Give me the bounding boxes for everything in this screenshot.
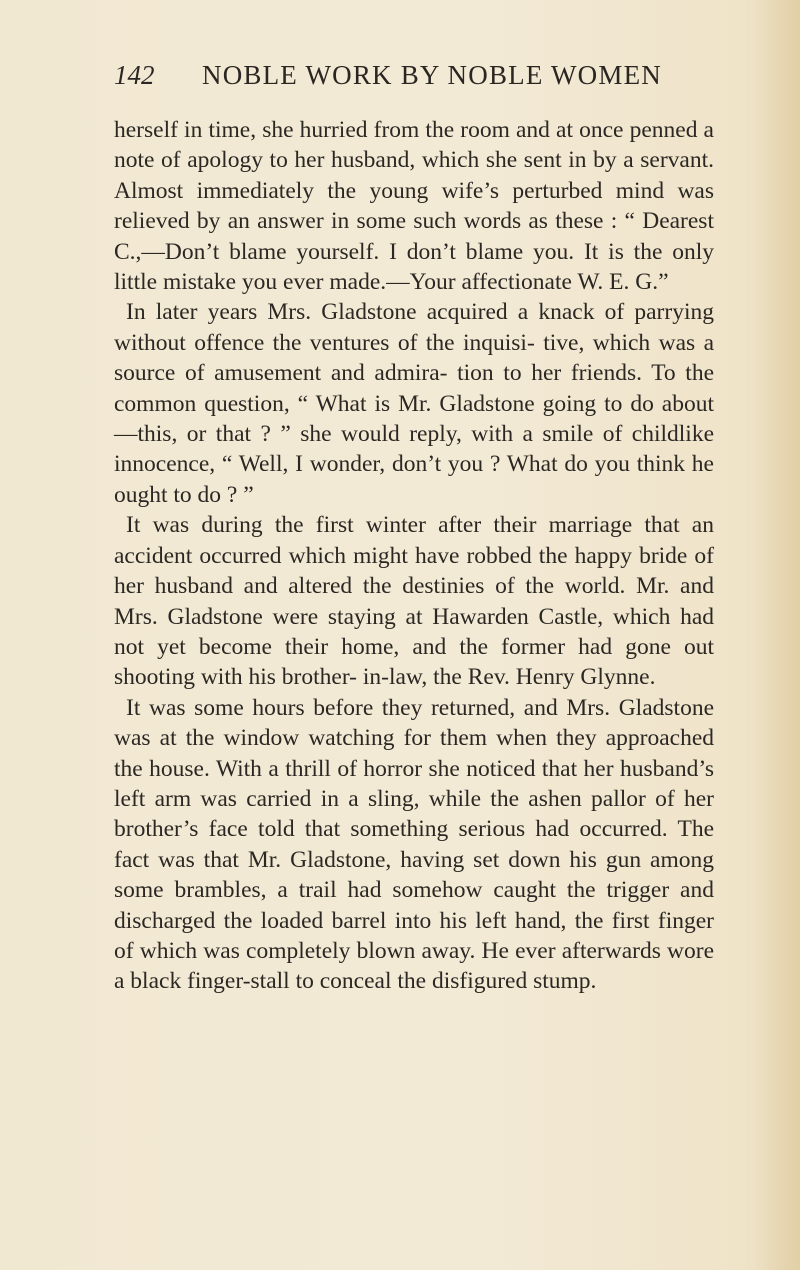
body-text <box>114 115 714 997</box>
paragraph-3: It was during the first winter after their marriage that an accident occurred which might have robbed the happy bride of her husband and altered the destinies of the world. Mr. and Mrs. Gladstone were staying at Hawarden Castle, which had not yet become their home, and the former had gone out shooting with his brother- in-law, the Rev. Henry Glynne. <box>114 512 714 691</box>
page-header <box>114 60 714 96</box>
page-edge-discoloration <box>754 0 800 1270</box>
paragraph-1: herself in time, she hurried from the room and at once penned a note of apology to her husband, which she sent in by a servant. Almost immediately the young wife’s perturbed mind was relieved by an answer in some such words as these : “ Dearest C.,—Don’t blame yourself. I don’t blame you. It is the only little mistake you ever made.—Your affectionate W. E. G.” <box>114 117 714 296</box>
paragraph-2: In later years Mrs. Gladstone acquired a knack of parrying without offence the ventures of the inquisi- tive, which was a source of amusement and admira- tion to her friends. To the common question, “ What is Mr. Gladstone going to do about—this, or that ? ” she would reply, with a smile of childlike innocence, “ Well, I wonder, don’t you ? What do you think he ought to do ? ” <box>114 299 714 508</box>
paragraph-4: It was some hours before they returned, and Mrs. Gladstone was at the window watching for them when they approached the house. With a thrill of horror she noticed that her husband’s left arm was carried in a sling, while the ashen pallor of her brother’s face told that something serious had occurred. The fact was that Mr. Gladstone, having set down his gun among some brambles, a trail had somehow caught the trigger and discharged the loaded barrel into his left hand, the first finger of which was completely blown away. He ever afterwards wore a black finger-stall to conceal the disfigured stump. <box>114 694 714 995</box>
running-head: NOBLE WORK BY NOBLE WOMEN <box>202 60 662 90</box>
page-number: 142 <box>114 60 155 90</box>
